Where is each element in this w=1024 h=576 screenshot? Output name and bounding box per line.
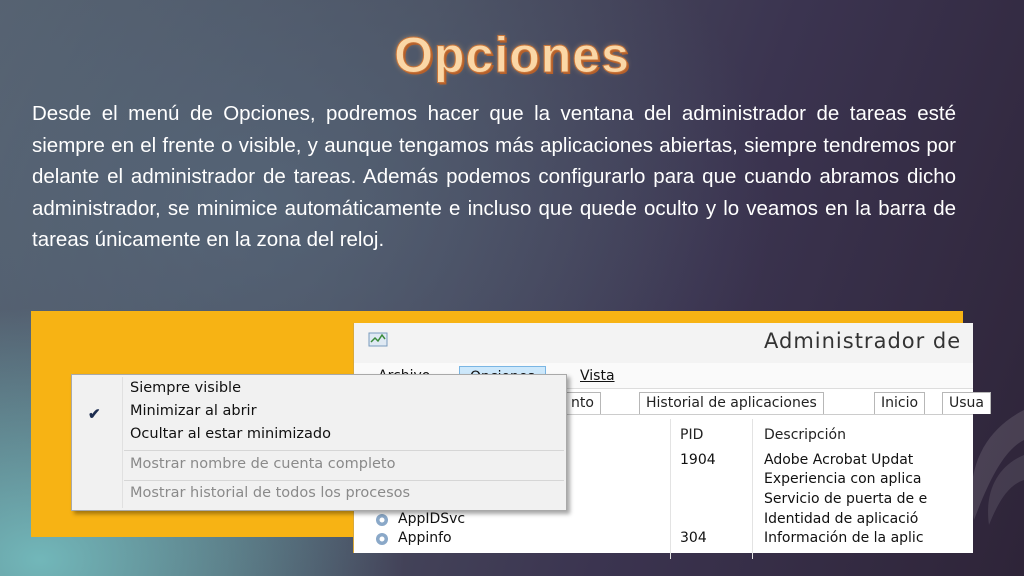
menu-item-mostrar-nombre-cuenta[interactable]: Mostrar nombre de cuenta completo [130,456,396,472]
menu-item-siempre-visible[interactable]: Siempre visible [130,380,242,396]
checkmark-icon: ✔ [88,406,101,423]
row-name: Appinfo [398,530,452,546]
tab-historial-aplicaciones[interactable]: Historial de aplicaciones [639,392,824,414]
row-description: Información de la aplic [764,530,924,546]
tab-usuarios[interactable]: Usua [942,392,991,414]
slide-title: Opciones [394,27,630,83]
tab-inicio[interactable]: Inicio [874,392,925,414]
row-description: Identidad de aplicació [764,511,919,527]
menu-separator [124,480,564,481]
row-pid: 1904 [680,452,716,468]
service-gear-icon [374,512,390,528]
column-divider [670,419,671,559]
window-titlebar [354,323,973,363]
menu-item-mostrar-historial[interactable]: Mostrar historial de todos los procesos [130,485,411,501]
service-gear-icon [374,531,390,547]
row-pid: 304 [680,530,707,546]
column-header-pid[interactable]: PID [680,427,704,443]
tab-rendimiento[interactable]: nto [564,392,601,414]
task-manager-app-icon [368,331,388,349]
menu-separator [124,450,564,451]
slide-paragraph: Desde el menú de Opciones, podremos hacer que la ventana del administrador de tareas esté siempre en el frente o visible, y aunque tengamos más aplicaciones abiertas, siempre tendremos por delante el administrador de tareas. Además podemos configurarlo para que cuando abramos dicho administrador, se minimice automáticamente e incluso que quede oculto y lo veamos en la barra de tareas únicamente en la zona del reloj. [32,102,956,251]
menu-gutter [122,377,123,508]
menu-item-ocultar-minimizado[interactable]: Ocultar al estar minimizado [130,426,331,442]
menu-vista[interactable]: Vista [580,368,615,384]
row-description: Servicio de puerta de e [764,491,928,507]
column-header-descripcion[interactable]: Descripción [764,427,846,443]
column-divider [752,419,753,559]
opciones-dropdown-menu [71,374,567,511]
row-name: AppIDSvc [398,511,466,527]
row-description: Experiencia con aplica [764,471,922,487]
row-description: Adobe Acrobat Updat [764,452,914,468]
menu-item-minimizar-al-abrir[interactable]: Minimizar al abrir [130,403,257,419]
window-title: Administrador de [764,329,962,353]
task-manager-screenshot [31,311,984,546]
